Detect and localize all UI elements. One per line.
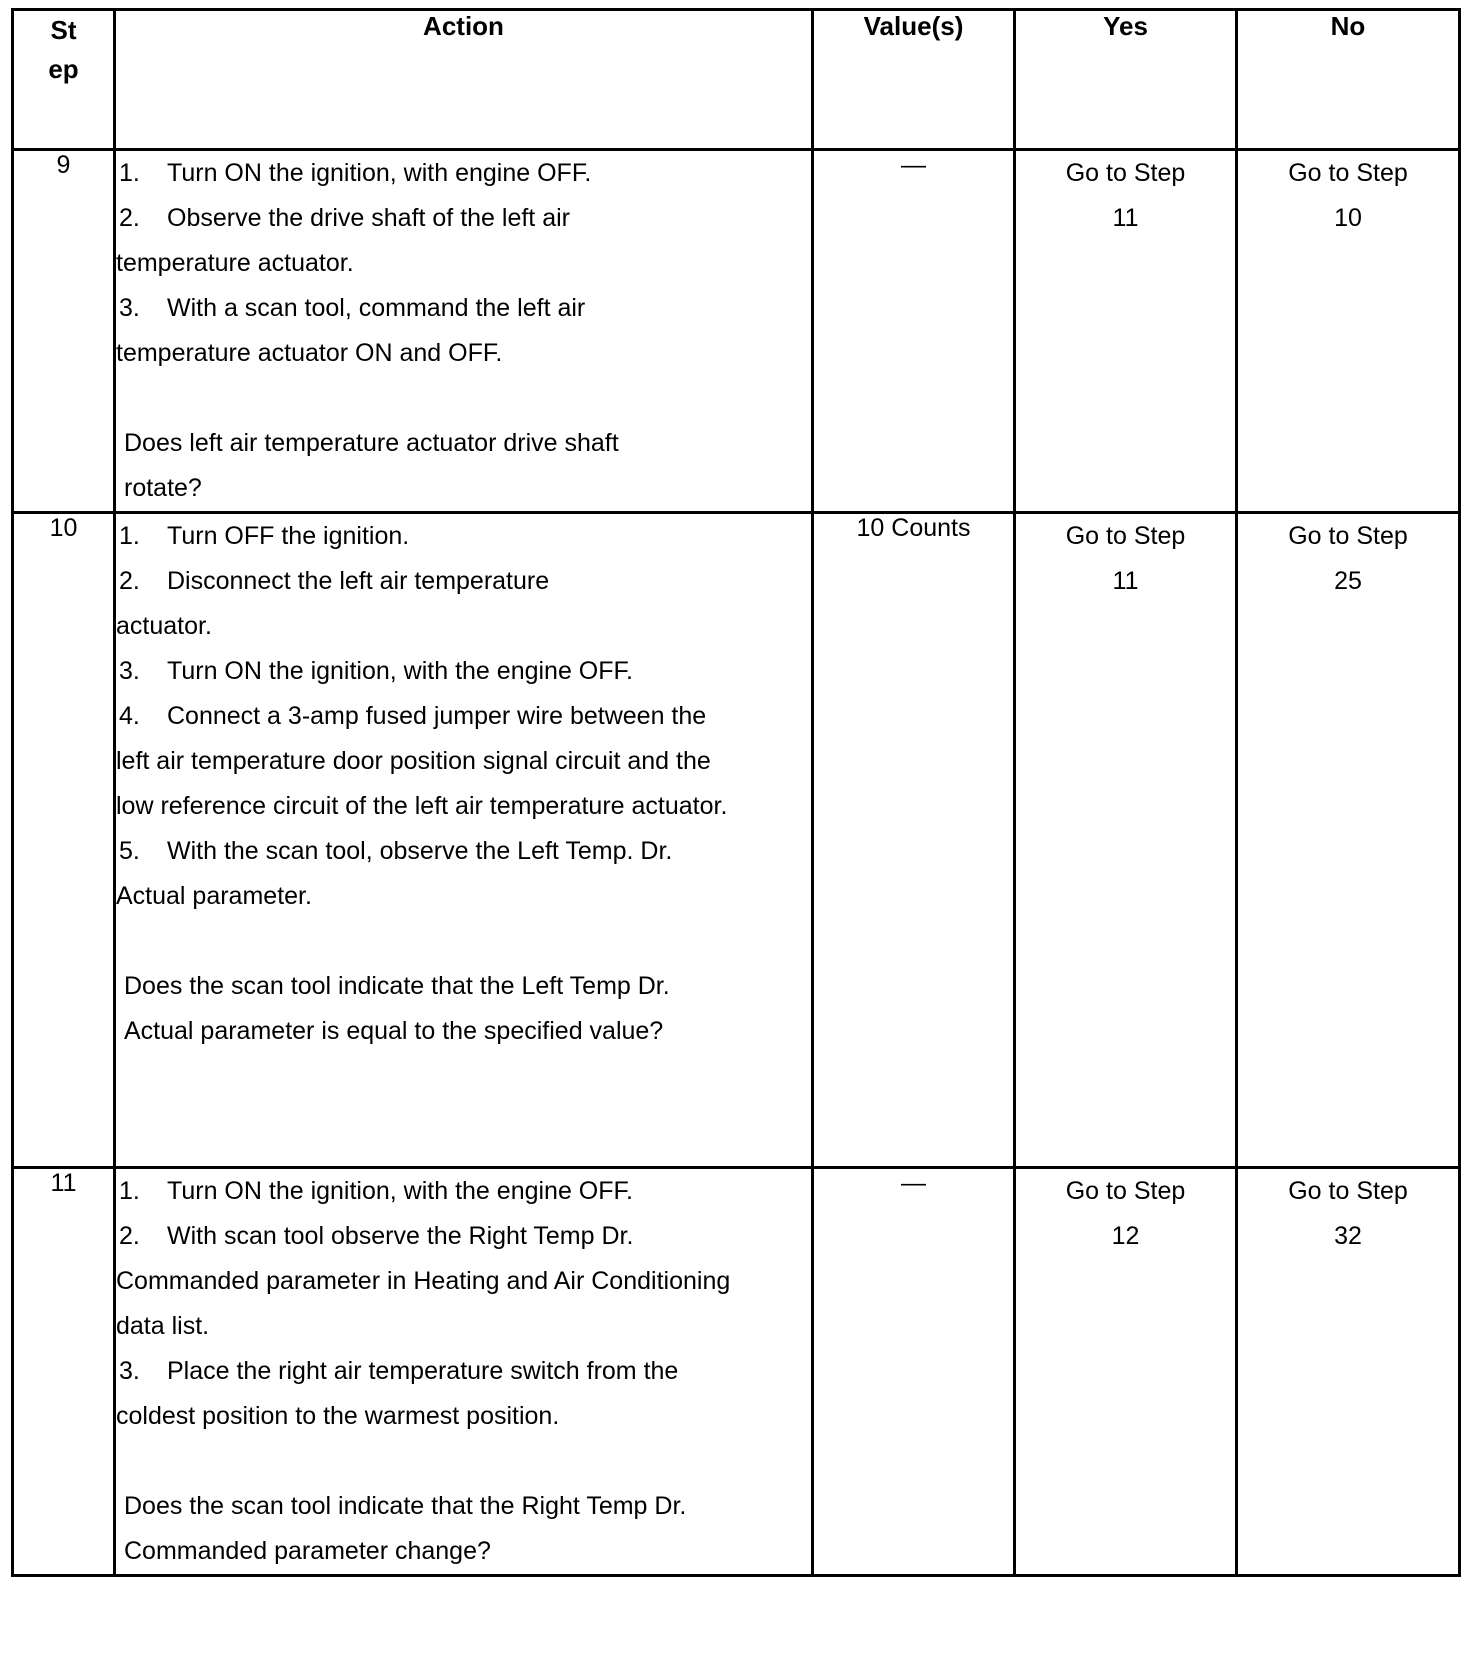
header-step-line-1: St xyxy=(50,15,77,45)
action-step: 2. Observe the drive shaft of the left air temperature actuator. xyxy=(116,204,570,277)
table-row xyxy=(13,513,1460,1168)
no-cell: Go to Step 25 xyxy=(1237,513,1460,1168)
step-number: 9 xyxy=(13,150,115,513)
action-cell xyxy=(115,513,813,1168)
yes-cell: Go to Step 12 xyxy=(1015,1168,1237,1576)
header-values: Value(s) xyxy=(813,10,1015,150)
value-cell: — xyxy=(813,150,1015,513)
action-step: 5. With the scan tool, observe the Left Temp. Dr. Actual parameter. xyxy=(116,837,673,910)
header-action: Action xyxy=(115,10,813,150)
diagnostic-table xyxy=(11,8,1461,1577)
table-row xyxy=(13,1168,1460,1576)
no-cell: Go to Step 10 xyxy=(1237,150,1460,513)
header-yes: Yes xyxy=(1015,10,1237,150)
action-step: 3. With a scan tool, command the left air temperature actuator ON and OFF. xyxy=(116,294,586,367)
action-step: 1. Turn ON the ignition, with engine OFF. xyxy=(119,159,592,187)
header-row xyxy=(13,10,1460,150)
yes-cell: Go to Step 11 xyxy=(1015,150,1237,513)
step-number: 10 xyxy=(13,513,115,1168)
step-number: 11 xyxy=(13,1168,115,1576)
value-cell: 10 Counts xyxy=(813,513,1015,1168)
action-step: 4. Connect a 3-amp fused jumper wire between the left air temperature door position signal circuit and the low reference circuit of the left air temperature actuator. xyxy=(116,702,728,820)
action-question: Does left air temperature actuator drive shaft rotate? xyxy=(124,429,619,502)
no-cell: Go to Step 32 xyxy=(1237,1168,1460,1576)
action-step: 2. Disconnect the left air temperature actuator. xyxy=(116,567,550,640)
header-step xyxy=(13,10,115,150)
action-step: 1. Turn OFF the ignition. xyxy=(119,522,410,550)
action-cell xyxy=(115,150,813,513)
yes-cell: Go to Step 11 xyxy=(1015,513,1237,1168)
table-row xyxy=(13,150,1460,513)
value-cell: — xyxy=(813,1168,1015,1576)
action-question: Does the scan tool indicate that the Right Temp Dr. Commanded parameter change? xyxy=(124,1492,687,1565)
action-step: 3. Place the right air temperature switch from the coldest position to the warmest position. xyxy=(116,1357,679,1430)
action-step: 2. With scan tool observe the Right Temp Dr. Commanded parameter in Heating and Air Conditioning data list. xyxy=(116,1222,731,1340)
action-step: 3. Turn ON the ignition, with the engine OFF. xyxy=(119,657,633,685)
action-question: Does the scan tool indicate that the Left Temp Dr. Actual parameter is equal to the specified value? xyxy=(124,972,670,1045)
action-cell xyxy=(115,1168,813,1576)
header-no: No xyxy=(1237,10,1460,150)
action-step: 1. Turn ON the ignition, with the engine OFF. xyxy=(119,1177,633,1205)
header-step-line-2: ep xyxy=(48,54,79,84)
